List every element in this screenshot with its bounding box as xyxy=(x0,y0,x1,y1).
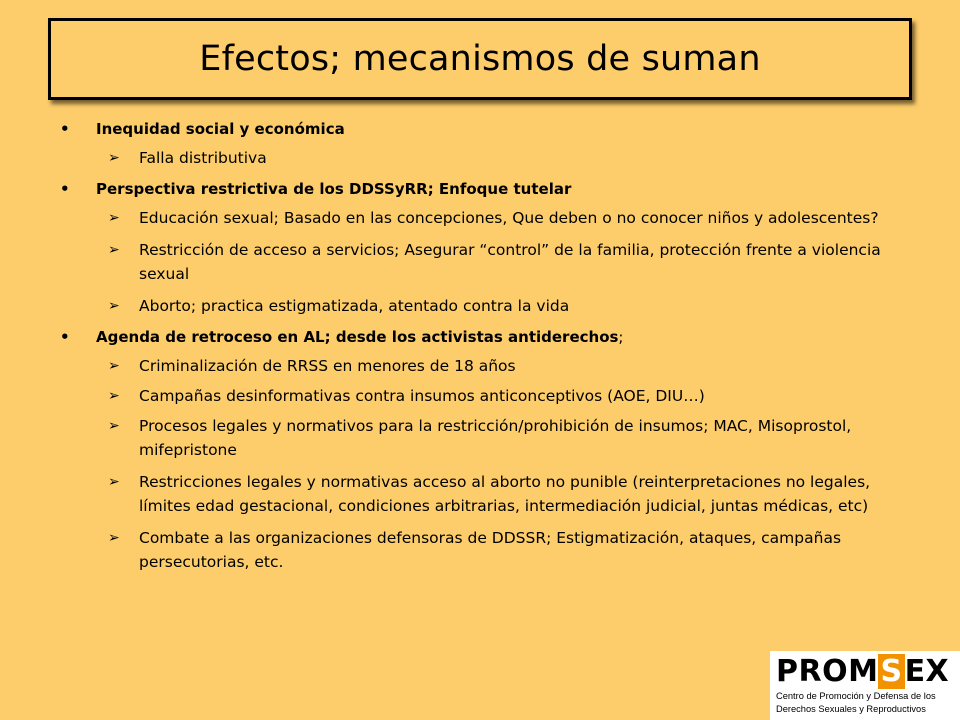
arrow-bullet-icon: ➢ xyxy=(108,358,120,374)
slide-title: Efectos; mecanismos de suman xyxy=(199,39,761,79)
list-item: ➢ Criminalización de RRSS en menores de 18 años xyxy=(60,354,890,378)
promsex-logo xyxy=(770,651,960,720)
list-item: ➢ Educación sexual; Basado en las concepciones, Que deben o no conocer niños y adolescentes? xyxy=(60,206,890,230)
list-item: ➢ Combate a las organizaciones defensoras de DDSSR; Estigmatización, ataques, campañas persecutorias, etc. xyxy=(60,526,890,574)
arrow-bullet-icon: ➢ xyxy=(108,474,120,490)
arrow-bullet-icon: ➢ xyxy=(108,530,120,546)
bullet-icon: • xyxy=(60,180,70,198)
slide-content xyxy=(60,112,890,574)
arrow-bullet-icon: ➢ xyxy=(108,242,120,258)
logo-brand: PROMSEX xyxy=(776,654,950,689)
arrow-bullet-icon: ➢ xyxy=(108,210,120,226)
arrow-bullet-icon: ➢ xyxy=(108,388,120,404)
list-item: ➢ Campañas desinformativas contra insumos anticonceptivos (AOE, DIU…) xyxy=(60,384,890,408)
list-item: ➢ Restricciones legales y normativas acceso al aborto no punible (reinterpretaciones no legales, límites edad gestacional, condiciones arbitrarias, intermediación judicial, juntas médicas, etc) xyxy=(60,470,890,518)
logo-subtitle-line1: Centro de Promoción y Defensa de los xyxy=(776,691,936,701)
list-item: ➢ Aborto; practica estigmatizada, atentado contra la vida xyxy=(60,294,890,318)
bullet-icon: • xyxy=(60,120,70,138)
arrow-bullet-icon: ➢ xyxy=(108,150,120,166)
arrow-bullet-icon: ➢ xyxy=(108,298,120,314)
section-heading: • Inequidad social y económica xyxy=(60,120,345,138)
title-box xyxy=(48,18,912,100)
list-item: ➢ Restricción de acceso a servicios; Asegurar “control” de la familia, protección frente a violencia sexual xyxy=(60,238,890,286)
arrow-bullet-icon: ➢ xyxy=(108,418,120,434)
list-item: ➢ Procesos legales y normativos para la restricción/prohibición de insumos; MAC, Misoprostol, mifepristone xyxy=(60,414,890,462)
list-item: ➢ Falla distributiva xyxy=(60,146,890,170)
section-heading: • Agenda de retroceso en AL; desde los activistas antiderechos; xyxy=(60,328,624,346)
logo-subtitle-line2: Derechos Sexuales y Reproductivos xyxy=(776,704,926,714)
bullet-icon: • xyxy=(60,328,70,346)
section-heading: • Perspectiva restrictiva de los DDSSyRR; Enfoque tutelar xyxy=(60,180,572,198)
